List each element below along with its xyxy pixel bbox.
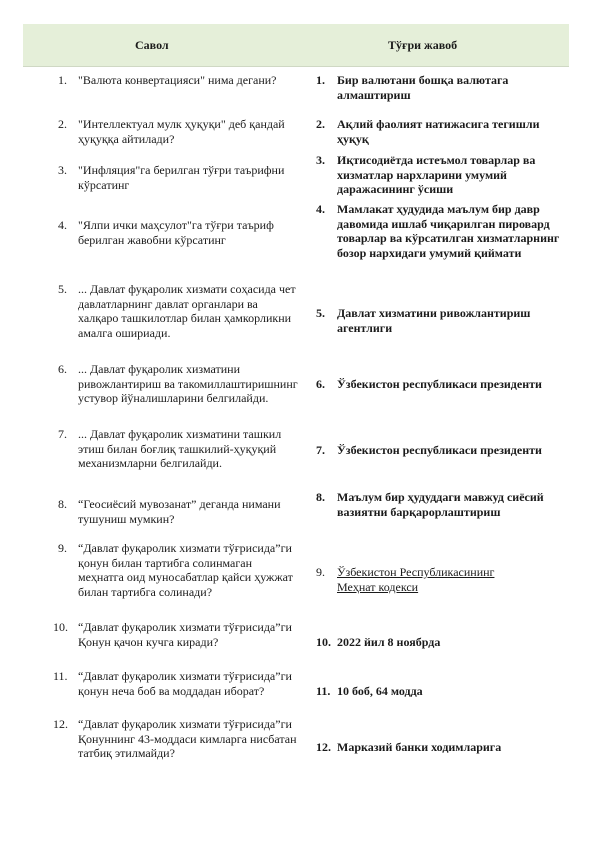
question-item (58, 427, 298, 471)
question-number: 4. (58, 218, 67, 232)
answer-number: 2. (316, 117, 325, 131)
answer-number: 4. (316, 202, 325, 216)
answer-item (316, 684, 566, 699)
answer-text: Маълум бир ҳудуддаги мавжуд сиёсий вазиятни барқарорлаштириш (337, 490, 544, 519)
answer-item (316, 740, 566, 755)
question-item (58, 497, 298, 526)
question-text: “Давлат фуқаролик хизмати тўғрисида”ги Қонун қачон кучга киради? (78, 620, 292, 649)
answer-item (316, 635, 566, 650)
question-text: "Ялпи ички маҳсулот"га тўғри таъриф берилган жавобни кўрсатинг (78, 218, 274, 247)
question-number: 9. (58, 541, 67, 555)
answer-number: 10. (316, 635, 331, 649)
table-header (23, 24, 569, 67)
question-column-header: Савол (135, 38, 169, 52)
answer-item (316, 202, 566, 260)
question-text: “Давлат фуқаролик хизмати тўғрисида”ги қонун неча боб ва моддадан иборат? (78, 669, 292, 698)
question-text: "Интеллектуал мулк ҳуқуқи" деб қандай ҳуқуққа айтилади? (78, 117, 285, 146)
answer-item (316, 306, 566, 335)
question-number: 10. (53, 620, 68, 634)
question-number: 11. (53, 669, 68, 683)
question-number: 1. (58, 73, 67, 87)
question-item (53, 669, 298, 698)
question-text: ... Давлат фуқаролик хизматини ташкил этиш билан боғлиқ ташкилий-ҳуқуқий механизмларни белгилайди. (78, 427, 282, 471)
answer-number: 7. (316, 443, 325, 457)
question-text: “Давлат фуқаролик хизмати тўғрисида”ги қонун билан тартибга солинмаган меҳнатга оид муносабатлар қайси ҳужжат билан тартибга солинади? (78, 541, 293, 599)
answer-number: 12. (316, 740, 331, 754)
answer-text: 2022 йил 8 ноябрда (337, 635, 441, 649)
question-item (58, 218, 298, 247)
question-item (58, 117, 298, 146)
answer-text: 10 боб, 64 модда (337, 684, 423, 698)
answer-item (316, 490, 566, 519)
question-text: “Геосиёсий мувозанат” деганда нимани тушуниш мумкин? (78, 497, 281, 526)
question-number: 12. (53, 717, 68, 731)
answer-number: 1. (316, 73, 325, 87)
answer-number: 8. (316, 490, 325, 504)
question-text: "Валюта конвертацияси" нима дегани? (78, 73, 277, 87)
answer-text: Мамлакат ҳудудида маълум бир давр давомида ишлаб чиқарилган пировард товарлар ва кўрсатилган хизматларнинг бозор нархидаги умумий қиймати (337, 202, 560, 260)
question-text: ... Давлат фуқаролик хизмати соҳасида чет давлатларнинг давлат органлари ва халқаро ташкилотлар билан ҳамкорликни амалга ошириади. (78, 282, 296, 340)
answer-text: Ўзбекистон Республикасининг Меҳнат кодекси (337, 565, 495, 594)
answer-item (316, 443, 566, 458)
question-item (58, 282, 298, 340)
answer-number: 9. (316, 565, 325, 579)
answer-number: 11. (316, 684, 331, 698)
answer-item (316, 73, 566, 102)
answer-number: 5. (316, 306, 325, 320)
question-item (58, 362, 298, 406)
answer-text: Иқтисодиётда истеъмол товарлар ва хизматлар нархларини умумий даражасининг ўсиши (337, 153, 536, 197)
answer-item (316, 117, 566, 146)
answer-text: Марказий банки ходимларига (337, 740, 502, 754)
answer-number: 3. (316, 153, 325, 167)
answer-number: 6. (316, 377, 325, 391)
question-text: "Инфляция"га берилган тўғри таърифни кўрсатинг (78, 163, 285, 192)
question-item (53, 717, 298, 761)
answer-text: Давлат хизматини ривожлантириш агентлиги (337, 306, 531, 335)
question-number: 2. (58, 117, 67, 131)
question-text: “Давлат фуқаролик хизмати тўғрисида”ги Қонуннинг 43-моддаси кимларга нисбатан татбиқ этилмайди? (78, 717, 297, 761)
answer-column-header: Тўғри жавоб (388, 38, 458, 52)
answer-text: Ўзбекистон республикаси президенти (337, 377, 542, 391)
answer-item (316, 153, 566, 197)
answer-item (316, 377, 566, 392)
question-number: 5. (58, 282, 67, 296)
answer-text: Ўзбекистон республикаси президенти (337, 443, 542, 457)
question-item (53, 620, 298, 649)
answer-text: Бир валютани бошқа валютага алмаштириш (337, 73, 509, 102)
question-text: ... Давлат фуқаролик хизматини ривожлантириш ва такомиллаштиришнинг устувор йўналишларини белгилайди. (78, 362, 298, 406)
question-item (58, 541, 298, 599)
question-item (58, 73, 298, 88)
question-number: 8. (58, 497, 67, 511)
question-number: 3. (58, 163, 67, 177)
answer-text: Ақлий фаолият натижасига тегишли ҳуқуқ (337, 117, 540, 146)
question-number: 6. (58, 362, 67, 376)
question-number: 7. (58, 427, 67, 441)
answer-item (316, 565, 566, 594)
question-item (58, 163, 298, 192)
